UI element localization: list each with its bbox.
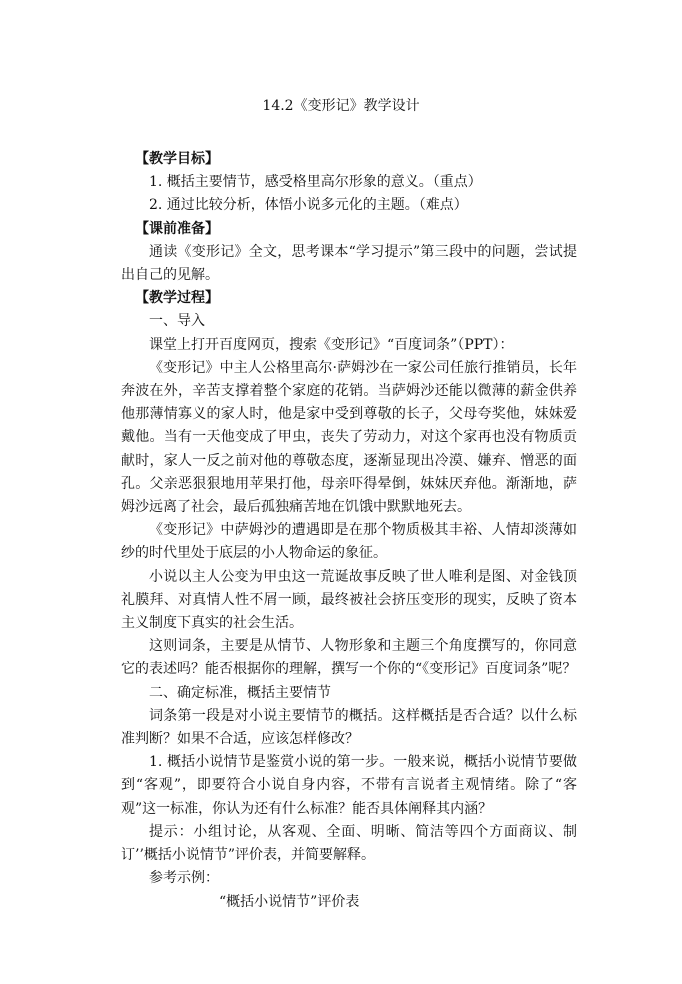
document-title: 14.2《变形记》教学设计 — [262, 98, 420, 114]
process-heading: 【教学过程】 — [135, 290, 219, 307]
paragraph: 这则词条，主要是从情节、人物形象和主题三个角度撰写的，你同意它的表述吗？能否根据你的理解，撰写一个你的“《变形记》百度词条”呢？ — [121, 638, 577, 678]
prep-heading: 【课前准备】 — [135, 220, 219, 237]
objective-item: 1. 概括主要情节，感受格里高尔形象的意义。（重点） — [149, 174, 482, 191]
paragraph: 《变形记》中主人公格里高尔·萨姆沙在一家公司任旅行推销员，长年奔波在外，辛苦支撑着整个家庭的花销。当萨姆沙还能以微薄的薪金供养他那薄情寡义的家人时，他是家中受到尊敬的长子，父母夸奖他，妹妹爱戴他。当有一天他变成了甲虫，丧失了劳动力，对这个家再也没有物质贡献时，家人一反之前对他的尊敬态度，逐渐显现出冷漠、嫌弃、憎恶的面孔。父亲恶狠狠地用苹果打他，母亲吓得晕倒，妹妹厌弃他。渐渐地，萨姆沙远离了社会，最后孤独痛苦地在饥饿中默默地死去。 — [121, 359, 577, 516]
objective-item: 2. 通过比较分析，体悟小说多元化的主题。（难点） — [149, 197, 468, 214]
paragraph: 提示：小组讨论，从客观、全面、明晰、简洁等四个方面商议、制订’’概括小说情节”评价表，并简要解释。 — [121, 823, 577, 864]
document-body — [121, 148, 577, 914]
paragraph: 参考示例： — [149, 870, 219, 887]
table-caption: “概括小说情节”评价表 — [219, 893, 360, 910]
objectives-heading: 【教学目标】 — [135, 151, 219, 167]
paragraph: 词条第一段是对小说主要情节的概括。这样概括是否合适？以什么标准判断？如果不合适，应该怎样修改？ — [121, 707, 577, 748]
section-heading-plot: 二、确定标准，概括主要情节 — [149, 684, 331, 701]
section-heading-intro: 一、导入 — [149, 313, 205, 330]
paragraph: 小说以主人公变为甲虫这一荒诞故事反映了世人唯利是图、对金钱顶礼膜拜、对真情人性不屑一顾，最终被社会挤压变形的现实，反映了资本主义制度下真实的社会生活。 — [121, 568, 577, 632]
paragraph: 课堂上打开百度网页，搜索《变形记》“百度词条”（PPT）： — [149, 336, 514, 353]
paragraph: 《变形记》中萨姆沙的遭遇即是在那个物质极其丰裕、人情却淡薄如纱的时代里处于底层的小人物命运的象征。 — [121, 522, 577, 562]
paragraph: 1. 概括小说情节是鉴赏小说的第一步。一般来说，概括小说情节要做到“客观”，即要符合小说自身内容，不带有言说者主观情绪。除了“客观”这一标准，你认为还有什么标准？能否具体阐释其内涵？ — [121, 754, 577, 817]
prep-paragraph: 通读《变形记》全文，思考课本“学习提示”第三段中的问题，尝试提出自己的见解。 — [121, 243, 577, 284]
